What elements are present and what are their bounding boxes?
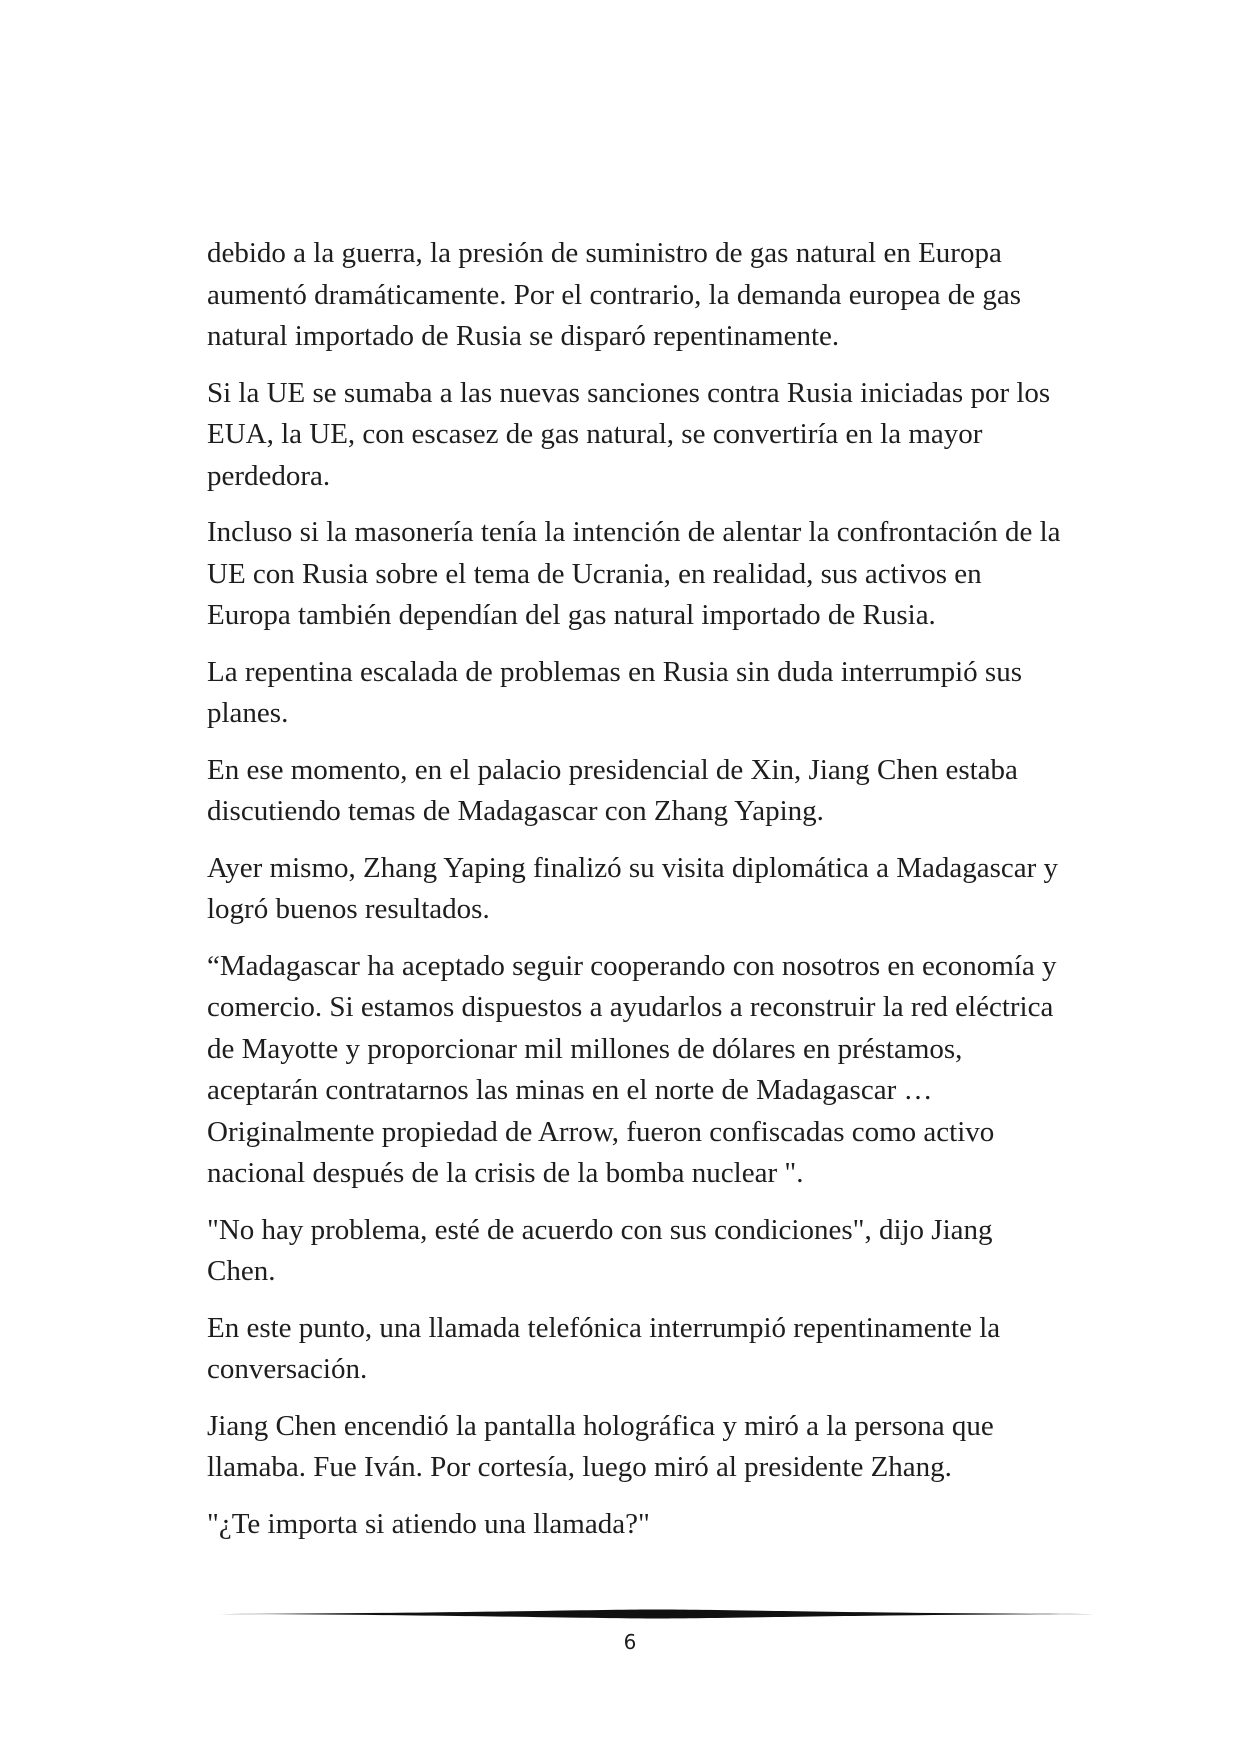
- body-text: [207, 233, 1067, 1560]
- paragraph: "¿Te importa si atiendo una llamada?": [207, 1507, 650, 1540]
- paragraph: “Madagascar ha aceptado seguir cooperando con nosotros en economía y comercio. Si estamos dispuestos a ayudarlos a reconstruir la red eléctrica de Mayotte y proporcionar mil millones de dólares en préstamos, aceptarán contratarnos las minas en el norte de Madagascar … Originalmente propiedad de Arrow, fueron confiscadas como activo nacional después de la crisis de la bomba nuclear ".: [207, 949, 1057, 1189]
- paragraph: Ayer mismo, Zhang Yaping finalizó su visita diplomática a Madagascar y logró buenos resultados.: [207, 851, 1059, 925]
- paragraph: Jiang Chen encendió la pantalla holográfica y miró a la persona que llamaba. Fue Iván. Por cortesía, luego miró al presidente Zhang.: [207, 1409, 994, 1483]
- paragraph: Si la UE se sumaba a las nuevas sanciones contra Rusia iniciadas por los EUA, la UE, con escasez de gas natural, se convertiría en la mayor perdedora.: [207, 376, 1051, 492]
- page-number: 6: [623, 1630, 637, 1654]
- paragraph: debido a la guerra, la presión de suministro de gas natural en Europa aumentó dramáticamente. Por el contrario, la demanda europea de gas natural importado de Rusia se disparó repentinamente.: [207, 237, 1022, 352]
- paragraph: En este punto, una llamada telefónica interrumpió repentinamente la conversación.: [207, 1311, 1001, 1385]
- paragraph: La repentina escalada de problemas en Rusia sin duda interrumpió sus planes.: [207, 655, 1022, 729]
- paragraph: Incluso si la masonería tenía la intención de alentar la confrontación de la UE con Rusia sobre el tema de Ucrania, en realidad, sus activos en Europa también dependían del gas natural importado de Rusia.: [207, 516, 1061, 631]
- paragraph: "No hay problema, esté de acuerdo con sus condiciones", dijo Jiang Chen.: [207, 1213, 993, 1287]
- paragraph: En ese momento, en el palacio presidencial de Xin, Jiang Chen estaba discutiendo temas de Madagascar con Zhang Yaping.: [207, 753, 1018, 827]
- footer-divider: [207, 1607, 1107, 1621]
